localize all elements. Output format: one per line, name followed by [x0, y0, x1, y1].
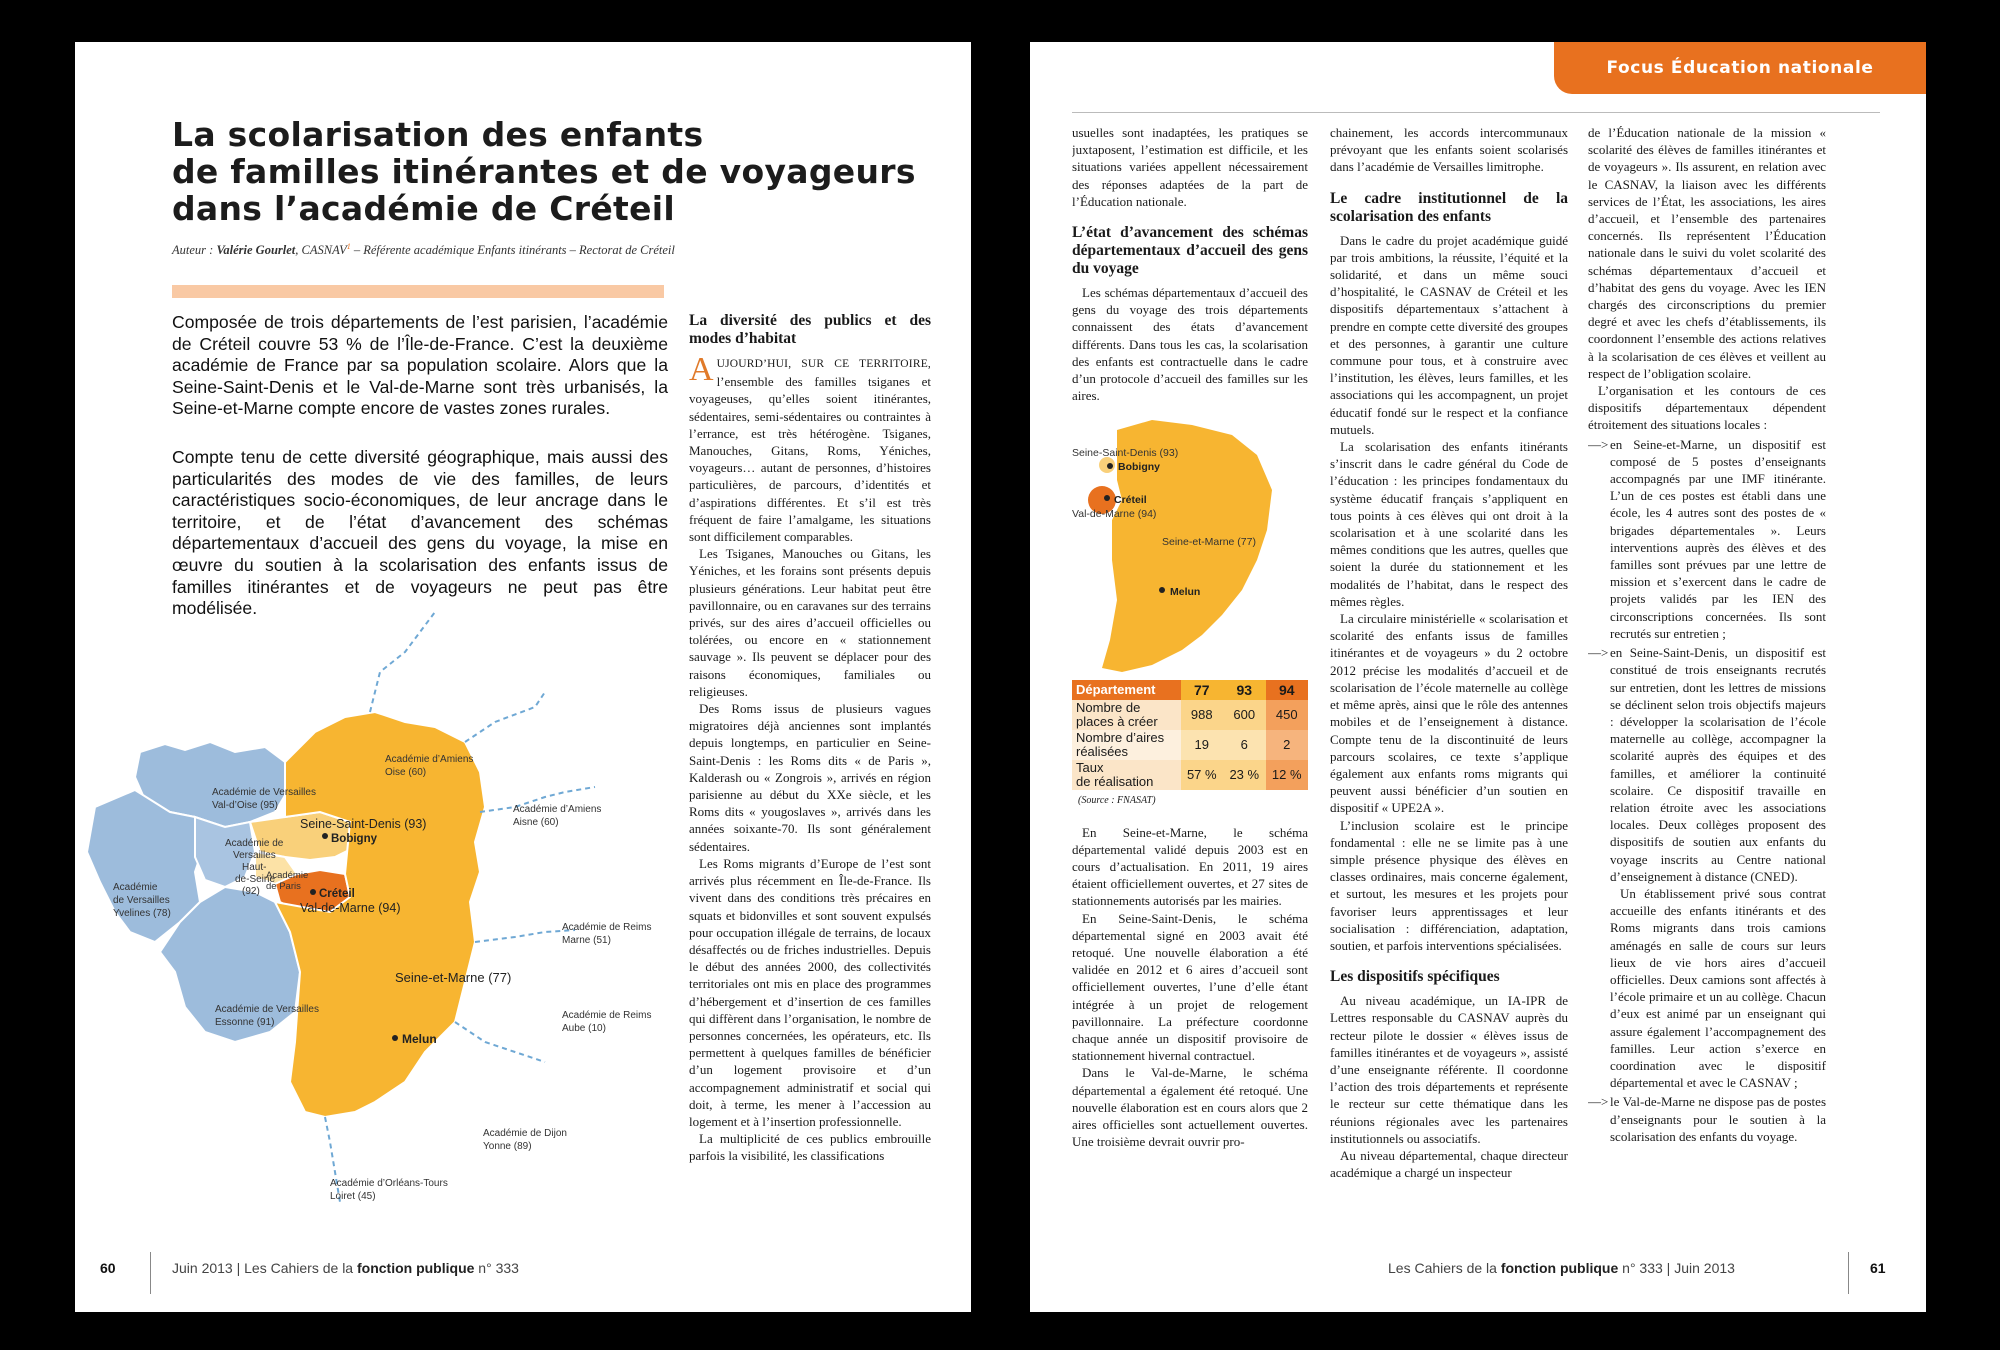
svg-text:Melun: Melun	[1170, 586, 1201, 599]
paragraph: Dans le Val-de-Marne, le schéma départemental a également été retoqué. Une nouvelle élaboration est en cours alors que 2 aires officielles sont actuellement ouvertes. Une troisième devrait ouvrir pro-	[1072, 1065, 1308, 1150]
paragraph: usuelles sont inadaptées, les pratiques se juxtaposent, l’estimation est difficile, et les situations variées appellent nécessairement des réponses adaptées de la part de l’Éducation nationale.	[1072, 125, 1308, 209]
data-table	[1072, 680, 1308, 790]
paragraph: L’inclusion scolaire est le principe fondamental : elle ne se limite pas à une simple présence physique des élèves en classes ordinaires, mais concerne également, et surtout, les mesures et les projets pour favoriser leurs apprentissages et leur socialisation : différenciation, adaptation, soutien, et parfois interventions spécialisées.	[1330, 817, 1568, 953]
arrow-icon: —>	[1588, 1094, 1609, 1110]
svg-text:Seine-Saint-Denis (93): Seine-Saint-Denis (93)	[1072, 447, 1179, 460]
top-rule	[1072, 112, 1880, 113]
lead-paragraph-2: Compte tenu de cette diversité géographique, mais aussi des particularités des modes de vie des familles, de leurs caractéristiques socio-économiques, de leur ancrage dans le territoire, et de l’état d’avancement des schémas départementaux d’accueil des gens du voyage, la mise en œuvre du soutien à la scolarisation des enfants issus de familles itinérantes et de voyageurs ne peut pas être modélisée.	[172, 447, 668, 619]
right-text-column-2	[1330, 124, 1568, 1274]
paragraph: Au niveau académique, un IA-IPR de Lettres responsable du CASNAV auprès du recteur pilote le dossier « élèves issus de familles itinérantes et de voyageurs », assisté d’une enseignante référente. Il coordonne l’action des trois départements et représente le recteur sur cette thématique dans les réunions régionales avec les partenaires institutionnels ou associatifs.	[1330, 993, 1568, 1146]
svg-text:Académiede VersaillesYvelines: Académie de Versailles Yvelines (78)	[113, 882, 171, 919]
folio-text: Juin 2013 | Les Cahiers de la fonction publique n° 333	[172, 1260, 519, 1276]
bobigny-dot	[322, 833, 328, 839]
left-page	[75, 42, 971, 1312]
paragraph: En Seine-et-Marne, le schéma départemental validé depuis 2003 est en cours d’actualisation. En 2011, 19 aires étaient officiellement ouvertes, et 27 sites de stationnements autorisés par les mairies.	[1072, 824, 1308, 909]
left-text-column	[689, 312, 931, 1252]
mini-bobigny-dot	[1107, 463, 1113, 469]
arrow-icon: —>	[1588, 436, 1609, 452]
page-number: 60	[100, 1260, 116, 1276]
paragraph: Les schémas départementaux d’accueil des gens du voyage des trois départements connaissent des états d’avancement différents. Dans tous les cas, la scolarisation des enfants est contractuelle dans le cadre d’un protocole d’accueil des familles sur les aires.	[1072, 285, 1308, 404]
mini-map	[1072, 410, 1308, 690]
creteil-dot	[310, 889, 316, 895]
author-line: Auteur : Valérie Gourlet, CASNAV$^1$ – Référente académique Enfants itinérants – Rectorat de Créteil	[172, 242, 675, 258]
lead-paragraph: Composée de trois départements de l’est parisien, l’académie de Créteil couvre 53 % de l’Île-de-France. C’est la deuxième académie de France par sa population scolaire. Alors que la Seine-Saint-Denis et le Val-de-Marne sont très urbanisés, la Seine-et-Marne compte encore de vastes zones rurales.	[172, 312, 668, 419]
accent-bar	[172, 285, 664, 298]
melun-dot	[392, 1035, 398, 1041]
right-text-column-1	[1072, 124, 1308, 1274]
svg-text:Académie deVersaillesHaut-de-S: Académie de Versailles Haut-de-Seine (92)	[225, 838, 284, 897]
svg-text:Académiede Paris: Académie de Paris	[266, 870, 309, 892]
paragraph: En Seine-Saint-Denis, le schéma départemental signé en 2003 avait été retoqué. Une nouvelle élaboration a été validée en 2012 et 6 aires d’accueil sont officiellement ouvertes, l’une d’elle étant intégrée à un projet de relogement pavillonnaire. La préfecture coordonne chaque année un dispositif provisoire de stationnement hivernal contractuel.	[1072, 910, 1308, 1064]
article-title: La scolarisation des enfants de familles itinérantes et de voyageurs dans l’académie de Créteil	[172, 115, 916, 228]
paragraph: L’organisation et les contours de ces dispositifs départementaux dépendent étroitement des situations locales :	[1588, 383, 1826, 433]
svg-text:Créteil: Créteil	[1114, 494, 1147, 507]
svg-text:Seine-et-Marne (77): Seine-et-Marne (77)	[1162, 536, 1256, 549]
list-item: —> en Seine-Saint-Denis, un dispositif est constitué de trois enseignants recrutés sur entretien, dont les lettres de missions se déclinent selon trois objectifs majeurs : développer la scolarisation de l’école maternelle au collège, accompagner la scolarité auprès des équipes et des familles, et améliorer la continuité scolaire. Ce dispositif travaille en relation étroite avec les associations locales. Deux collèges proposent des dispositifs de soutien aux enfants du voyage inscrits au Centre national d’enseignement à distance (CNED). Un établissement privé sous contrat accueille des enfants itinérants et des Roms migrants dans trois camions aménagés en salle de cours sur leurs lieux de vie hors aires d’accueil officielles. Deux camions sont affectés à l’école primaire et un au collège. Chacun d’eux est animé par un enseignant qui assure également l’accompagnement des familles. Leur action s’exerce en coordination avec le dispositif départemental et avec le CASNAV ;	[1588, 645, 1826, 1091]
section-heading-diversity: La diversité des publics et des modes d’habitat	[689, 312, 931, 347]
svg-text:Académie de VersaillesEssonne: Académie de Versailles Essonne (91)	[215, 1004, 319, 1028]
right-page	[1030, 42, 1926, 1312]
page-number: 61	[1870, 1260, 1886, 1276]
svg-text:Val-de-Marne (94): Val-de-Marne (94)	[1072, 508, 1157, 521]
svg-text:Seine-et-Marne (77): Seine-et-Marne (77)	[395, 970, 512, 985]
paragraph: de l’Éducation nationale de la mission « scolarité des élèves de familles itinérantes et de voyageurs ». Ils assurent, en relation avec le CASNAV, la liaison avec les différents services de l’État, les associations, les aires d’accueil, et l’ensemble des partenaires concernés. Ils représentent l’Éducation nationale dans le suivi du volet scolarité des schémas départementaux d’accueil et d’habitat des gens du voyage. Avec les IEN chargés des circonscriptions du premier degré et avec les chefs d’établissements, ils coordonnent l’ensemble des actions relatives à la scolarisation de ces élèves et veillent au respect de l’obligation scolaire.	[1588, 125, 1826, 381]
section-heading-schemas: L’état d’avancement des schémas départementaux d’accueil des gens du voyage	[1072, 224, 1308, 278]
mini-melun-dot	[1159, 587, 1165, 593]
section-banner: Focus Éducation nationale	[1554, 42, 1926, 94]
svg-text:Académie d’AmiensAisne (60): Académie d’Amiens Aisne (60)	[513, 804, 602, 828]
paragraph: La scolarisation des enfants itinérants s’inscrit dans le cadre général du Code de l’éducation : les principes fondamentaux du système éducatif français s’appliquent en tous points à ces élèves qui ont droit à la scolarisation et à une scolarité dans les mêmes conditions que les autres, quelles que soient la durée du stationnement et les modalités de l’habitat, dans le respect des mêmes règles.	[1330, 439, 1568, 609]
right-text-column-3	[1588, 124, 1826, 1274]
folio-divider	[1848, 1252, 1849, 1294]
paragraph: chainement, les accords intercommunaux prévoyant que les enfants soient scolarisés dans l’académie de Versailles limitrophe.	[1330, 125, 1568, 175]
svg-text:Bobigny: Bobigny	[1118, 461, 1160, 474]
paragraph: Les Tsiganes, Manouches ou Gitans, les Yéniches, et les forains sont présents depuis plusieurs générations. Leur habitat peut être pavillonnaire, ou en caravanes sur des terrains privés, sur des aires d’accueil officielles ou tolérées, ou encore en « stationnement sauvage ». Ils peuvent se déplacer pour des raisons économiques, familiales ou religieuses.	[689, 546, 931, 699]
paragraph: Les Roms migrants d’Europe de l’est sont arrivés plus récemment en Île-de-France. Ils vivent dans des conditions très précaires en squats et bidonvilles et sont souvent expulsés pour occupation illégale de terrains, de locaux désaffectés ou de friches industrielles. Depuis le début des années 2000, des collectivités territoriales ont mis en place des programmes d’hébergement et d’insertion de ces familles qui diffèrent dans l’organisation, le nombre de personnes concernées, les opérateurs, etc. Ils permettent à quelques familles de bénéficier d’un logement provisoire et d’un accompagnement administratif et social qui doit, à terme, les mener à l’accession au logement et à l’insertion professionnelle.	[689, 855, 931, 1129]
svg-text:Val-de-Marne (94): Val-de-Marne (94)	[300, 901, 401, 915]
list-item: —> le Val-de-Marne ne dispose pas de postes d’enseignants pour le soutien à la scolarisation des enfants du voyage.	[1588, 1094, 1826, 1144]
svg-text:Académie d’Orléans-ToursLoiret: Académie d’Orléans-Tours Loiret (45)	[330, 1178, 448, 1202]
table-row: Taux de réalisation 57 % 23 % 12 %	[1072, 760, 1308, 790]
svg-text:Académie de VersaillesVal-d’Oi: Académie de Versailles Val-d’Oise (95)	[212, 787, 316, 811]
paragraph: Dans le cadre du projet académique guidé par trois ambitions, la réussite, l’équité et la solidarité, et dans un même souci d’hospitalité, le CASNAV de Créteil et les dispositifs départementaux s’attachent à prendre en compte cette diversité des groupes et des personnes, à garantir une culture commune pour tous, et à construire avec l’institution, les élèves, leurs familles, et les associations qui les accompagnent, un projet éducatif fondé sur le respect et la confiance mutuels.	[1330, 232, 1568, 437]
svg-text:Bobigny: Bobigny	[331, 833, 377, 845]
table-source: (Source : FNASAT)	[1078, 795, 1156, 807]
table-row: Nombre de places à créer 988 600 450	[1072, 700, 1308, 730]
svg-text:Académie de DijonYonne (89): Académie de Dijon Yonne (89)	[483, 1128, 567, 1152]
paragraph: La multiplicité de ces publics embrouille parfois la visibilité, les classifications	[689, 1131, 931, 1164]
section-heading-cadre: Le cadre institutionnel de la scolarisation des enfants	[1330, 189, 1568, 225]
academy-map	[75, 612, 675, 1252]
svg-text:Académie de ReimsAube (10): Académie de Reims Aube (10)	[562, 1010, 652, 1034]
svg-text:Académie d’AmiensOise (60): Académie d’Amiens Oise (60)	[385, 754, 474, 778]
table-header-row: Département 77 93 94	[1072, 680, 1308, 700]
svg-text:Académie de ReimsMarne (51): Académie de Reims Marne (51)	[562, 922, 652, 946]
paragraph: La circulaire ministérielle « scolarisation et scolarité des enfants issus de familles itinérantes et de voyageurs » du 2 octobre 2012 précise les modalités d’accueil et de scolarisation de l’école maternelle au collège et même après, ainsi que le rôle des antennes mobiles et de l’enseignement à distance. Compte tenu de la discontinuité de leurs parcours scolaires, ce texte s’applique également aux enfants roms migrants qui peuvent aussi bénéficier d’un soutien en dispositif « UPE2A ».	[1330, 611, 1568, 816]
mini-creteil-dot	[1104, 495, 1110, 501]
paragraph: Au niveau départemental, chaque directeur académique a chargé un inspecteur	[1330, 1147, 1568, 1181]
svg-text:Seine-Saint-Denis (93): Seine-Saint-Denis (93)	[300, 817, 427, 831]
folio-text: Les Cahiers de la fonction publique n° 333 | Juin 2013	[1388, 1260, 1735, 1276]
folio-divider	[150, 1252, 151, 1294]
arrow-icon: —>	[1588, 645, 1609, 661]
table-row: Nombre d’aires réalisées 19 6 2	[1072, 730, 1308, 760]
section-heading-dispositifs: Les dispositifs spécifiques	[1330, 968, 1500, 986]
paragraph: Des Roms issus de plusieurs vagues migratoires déjà anciennes sont implantés depuis longtemps, en particulier en Seine-Saint-Denis : les Roms dits « de Paris », Kalderash ou « Zongrois », arrivés en région parisienne au début du XXe siècle, et les Roms dits « yougoslaves », arrivés dans les années soixante-70. Ils sont généralement sédentaires.	[689, 701, 931, 854]
paragraph: AUJOURD’HUI, SUR CE TERRITOIRE, l’ensemble des familles tsiganes et voyageuses, qu’elles soient itinérantes, sédentaires, semi-sédentaires ou contraintes à l’errance, est très hétérogène. Tsiganes, Manouches, Gitans, Roms, Yéniches, voyageurs… autant de personnes, d’histoires particulières, de parcours, d’identités et d’aspirations différentes. Et s’il est très fréquent de faire l’amalgame, les situations sont difficilement comparables.	[689, 351, 931, 545]
svg-text:Créteil: Créteil	[319, 888, 355, 900]
list-item: —> en Seine-et-Marne, un dispositif est composé de 5 postes d’enseignants accompagnés par une IMF itinérante. L’un de ces postes est établi dans une école, les 4 autres sont des postes de « brigades départementales ». Leurs interventions auprès des élèves et des familles sont prévues par une lettre de mission et s’exercent dans le cadre de projets validés par les IEN des circonscriptions concernées. Ils sont recrutés sur entretien ;	[1588, 436, 1826, 641]
svg-text:Melun: Melun	[402, 1032, 437, 1046]
